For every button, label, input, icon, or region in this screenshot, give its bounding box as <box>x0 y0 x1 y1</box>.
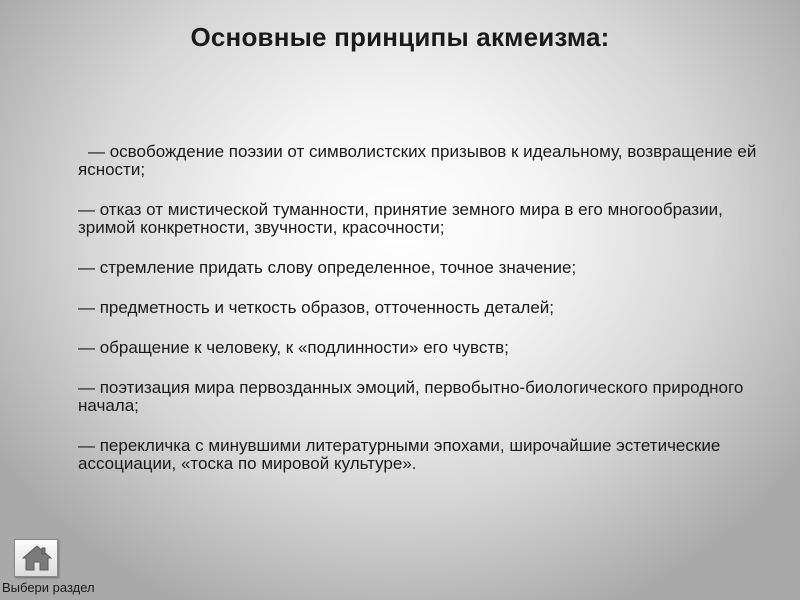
principle-item: — перекличка с минувшими литературными эпохами, широчайшие эстетические ассоциации, «тоска по мировой культуре». <box>78 436 721 473</box>
home-button[interactable] <box>14 539 58 577</box>
principle-item: — освобождение поэзии от символистских призывов к идеальному, возвращение ей ясности; <box>78 142 757 179</box>
principle-item: — предметность и четкость образов, отточенность деталей; <box>78 298 555 317</box>
principles-list <box>78 143 758 495</box>
slide-title: Основные принципы акмеизма: <box>190 22 610 52</box>
principle-item: — стремление придать слову определенное, точное значение; <box>78 258 577 277</box>
principle-item: — поэтизация мира первозданных эмоций, первобытно-биологического природного начала; <box>78 378 744 415</box>
principle-item: — отказ от мистической туманности, принятие земного мира в его многообразии, зримой конкретности, звучности, красочности; <box>78 200 723 237</box>
section-select-link[interactable]: Выбери раздел <box>2 580 95 595</box>
home-icon <box>22 544 52 572</box>
principle-item: — обращение к человеку, к «подлинности» его чувств; <box>78 338 509 357</box>
